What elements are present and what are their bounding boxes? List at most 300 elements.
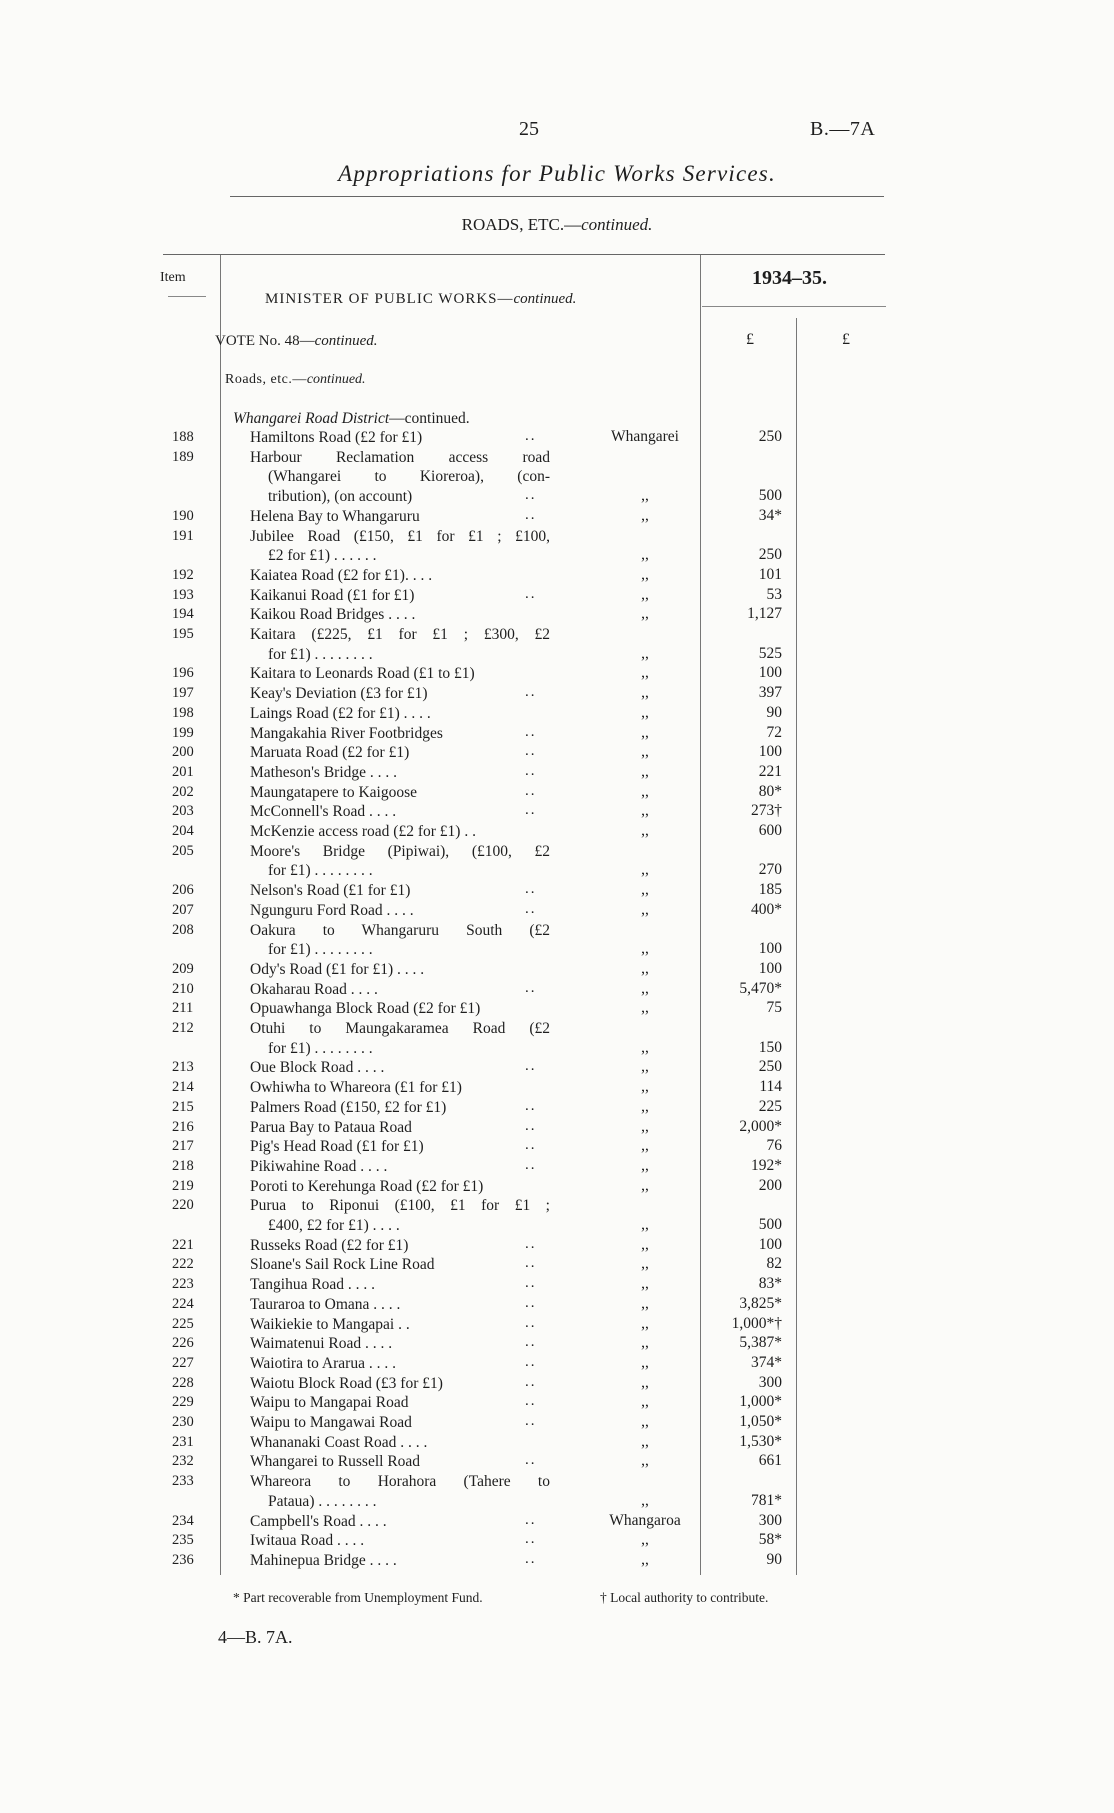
district-location: ,, (641, 1491, 649, 1509)
item-number: 236 (172, 1551, 194, 1568)
district-location: ,, (641, 1275, 649, 1293)
item-description (250, 625, 550, 664)
table-row (0, 527, 1114, 566)
item-description (250, 999, 550, 1019)
amount-value: 250 (758, 1058, 782, 1076)
district-location: ,, (641, 1452, 649, 1470)
table-row (0, 743, 1114, 763)
item-number: 189 (172, 448, 194, 465)
amount-value: 58* (758, 1531, 782, 1549)
year-column-header: 1934–35. (752, 267, 827, 289)
item-number: 215 (172, 1098, 194, 1115)
item-number: 194 (172, 606, 194, 623)
item-number: 212 (172, 1020, 194, 1036)
subtitle-main: ROADS, ETC.— (461, 215, 582, 234)
item-number: 188 (172, 429, 194, 445)
description-line: Kaiatea Road (£2 for £1). . . . (250, 566, 433, 584)
description-line: Sloane's Sail Rock Line Road (250, 1256, 435, 1274)
item-description (250, 921, 550, 960)
district-location: ,, (641, 565, 649, 583)
district-location: ,, (641, 1373, 649, 1391)
description-line: Oue Block Road . . . . (250, 1059, 385, 1077)
item-number: 199 (172, 724, 194, 741)
item-description (250, 1275, 550, 1295)
year-header-rule (702, 306, 886, 307)
item-number: 234 (172, 1512, 194, 1529)
amount-value: 300 (758, 1373, 782, 1391)
table-row (0, 802, 1114, 822)
item-description (250, 1058, 550, 1078)
item-description (250, 664, 550, 684)
item-number: 196 (172, 665, 194, 682)
item-number: 193 (172, 586, 194, 603)
item-number: 231 (172, 1433, 194, 1450)
currency-symbol: £ (842, 331, 850, 348)
item-number: 232 (172, 1453, 194, 1470)
description-line: (Whangarei to Kioreroa), (con- (268, 468, 550, 486)
item-number: 216 (172, 1118, 194, 1135)
district-location: ,, (641, 1334, 649, 1352)
amount-value: 600 (758, 822, 782, 839)
item-number: 197 (172, 685, 194, 702)
item-description (250, 448, 550, 507)
leader-dots: .. (525, 1511, 537, 1528)
leader-dots: .. (525, 1097, 537, 1114)
description-line: Oakura to Whangaruru South (£2 (250, 921, 550, 939)
item-description (250, 1433, 550, 1453)
district-location: Whangaroa (609, 1511, 681, 1529)
item-number: 229 (172, 1394, 194, 1411)
item-number: 225 (172, 1315, 194, 1332)
description-line: Campbell's Road . . . . (250, 1512, 387, 1530)
leader-dots: .. (525, 1353, 537, 1370)
district-location: ,, (641, 802, 649, 820)
item-description (250, 783, 550, 803)
district-location: ,, (641, 1235, 649, 1253)
amount-value: 101 (758, 565, 782, 583)
item-number: 208 (172, 921, 194, 938)
description-line: Purua to Riponui (£100, £1 for £1 ; (250, 1197, 550, 1215)
leader-dots: .. (525, 1255, 537, 1272)
amount-value: 273† (751, 802, 782, 820)
leader-dots: .. (525, 1373, 537, 1390)
item-description (250, 802, 550, 822)
item-number: 233 (172, 1473, 194, 1490)
district-location: ,, (641, 782, 649, 800)
leader-dots: .. (525, 1314, 537, 1331)
item-number: 209 (172, 960, 194, 977)
item-description (250, 1393, 550, 1413)
item-description (250, 605, 550, 625)
table-row (0, 1236, 1114, 1256)
table-row (0, 664, 1114, 684)
table-row (0, 1255, 1114, 1275)
description-line: Whangarei to Russell Road (250, 1453, 421, 1471)
footnote-dagger: † Local authority to contribute. (600, 1590, 769, 1605)
amount-value: 100 (758, 1235, 782, 1253)
district-location: ,, (641, 1097, 649, 1115)
district-location: ,, (641, 743, 649, 761)
amount-value: 100 (758, 664, 782, 682)
description-line: Kaikou Road Bridges . . . . (250, 606, 416, 624)
amount-value: 400* (751, 900, 782, 918)
item-description (250, 743, 550, 763)
table-row (0, 1551, 1114, 1571)
district-location: ,, (641, 1314, 649, 1332)
item-number: 220 (172, 1197, 194, 1214)
district-heading (233, 410, 470, 428)
amount-value: 1,000* (739, 1393, 782, 1411)
amount-value: 75 (766, 999, 782, 1017)
district-location: ,, (641, 1215, 649, 1233)
amount-value: 397 (758, 684, 782, 702)
item-description (250, 1196, 550, 1235)
leader-dots: .. (525, 1058, 537, 1075)
item-number: 226 (172, 1335, 194, 1352)
leader-dots: .. (525, 487, 537, 504)
amount-value: 1,530* (739, 1432, 782, 1450)
amount-value: 270 (758, 861, 782, 879)
description-line: Whananaki Coast Road . . . . (250, 1433, 428, 1451)
item-description (250, 566, 550, 586)
item-number: 222 (172, 1256, 194, 1273)
table-row (0, 1275, 1114, 1295)
amount-value: 500 (758, 1215, 782, 1233)
table-row (0, 921, 1114, 960)
item-description (250, 1551, 550, 1571)
minister-heading (265, 291, 576, 308)
table-row (0, 586, 1114, 606)
minister-continued: continued. (513, 291, 577, 307)
table-row (0, 1472, 1114, 1511)
description-line: Owhiwha to Whareora (£1 for £1) (250, 1079, 462, 1097)
district-location: ,, (641, 1393, 649, 1411)
item-number: 202 (172, 783, 194, 800)
district-location: ,, (641, 546, 649, 564)
item-description (250, 1019, 550, 1058)
district-location: ,, (641, 959, 649, 977)
leader-dots: .. (525, 743, 537, 760)
amount-value: 90 (766, 1550, 782, 1568)
table-row (0, 783, 1114, 803)
table-row (0, 980, 1114, 1000)
amount-value: 1,000*† (731, 1314, 782, 1332)
table-row (0, 1354, 1114, 1374)
item-description (250, 960, 550, 980)
leader-dots: .. (525, 1531, 537, 1548)
table-row (0, 901, 1114, 921)
description-line: Otuhi to Maungakaramea Road (£2 (250, 1020, 550, 1037)
item-description (250, 1512, 550, 1532)
amount-value: 300 (758, 1511, 782, 1529)
table-row (0, 1433, 1114, 1453)
description-line: Mangakahia River Footbridges (250, 724, 443, 742)
amount-value: 250 (758, 546, 782, 564)
description-line: Opuawhanga Block Road (£2 for £1) (250, 1000, 481, 1018)
table-row (0, 1157, 1114, 1177)
item-number: 223 (172, 1276, 194, 1293)
description-line: Jubilee Road (£150, £1 for £1 ; £100, (250, 527, 550, 545)
vote-main: VOTE No. 48— (215, 333, 315, 349)
table-row (0, 448, 1114, 507)
description-line: Waimatenui Road . . . . (250, 1335, 393, 1353)
district-location: ,, (641, 487, 649, 505)
amount-value: 34* (758, 506, 782, 524)
amount-value: 225 (758, 1097, 782, 1115)
leader-dots: .. (525, 506, 537, 523)
item-number: 192 (172, 566, 194, 583)
amount-value: 781* (751, 1491, 782, 1509)
district-location: ,, (641, 1156, 649, 1174)
minister-main: MINISTER OF PUBLIC WORKS— (265, 291, 514, 307)
item-description (250, 1531, 550, 1551)
amount-value: 200 (758, 1176, 782, 1194)
table-row (0, 1374, 1114, 1394)
table-row (0, 684, 1114, 704)
roads-heading (225, 372, 366, 388)
table-row (0, 1058, 1114, 1078)
leader-dots: .. (525, 881, 537, 898)
item-number: 218 (172, 1157, 194, 1174)
amount-value: 100 (758, 940, 782, 958)
description-line: for £1) . . . . . . . . (268, 645, 373, 663)
amount-value: 661 (758, 1452, 782, 1470)
description-line: £2 for £1) . . . . . . (268, 547, 377, 565)
item-description (250, 1255, 550, 1275)
leader-dots: .. (525, 1235, 537, 1252)
item-description (250, 1374, 550, 1394)
district-location: ,, (641, 1550, 649, 1568)
item-description (250, 704, 550, 724)
table-row (0, 842, 1114, 881)
district-location: ,, (641, 506, 649, 524)
leader-dots: .. (525, 1452, 537, 1469)
amount-value: 1,050* (739, 1413, 782, 1430)
amount-value: 90 (766, 703, 782, 721)
leader-dots: .. (525, 979, 537, 996)
description-line: Waiotu Block Road (£3 for £1) (250, 1374, 443, 1392)
district-location: ,, (641, 1137, 649, 1155)
leader-dots: .. (525, 1137, 537, 1154)
item-description (250, 1354, 550, 1374)
description-line: Maruata Road (£2 for £1) (250, 744, 410, 762)
description-line: Moore's Bridge (Pipiwai), (£100, £2 (250, 842, 550, 860)
section-subtitle (0, 215, 1114, 235)
item-number: 195 (172, 626, 194, 642)
district-location: ,, (641, 1058, 649, 1076)
table-row (0, 605, 1114, 625)
description-line: for £1) . . . . . . . . (268, 1039, 373, 1057)
description-line: Waiotira to Ararua . . . . (250, 1354, 396, 1372)
description-line: Ody's Road (£1 for £1) . . . . (250, 960, 425, 978)
amount-value: 100 (758, 743, 782, 761)
item-description (250, 1118, 550, 1138)
currency-symbol: £ (746, 331, 754, 348)
district-location: ,, (641, 1078, 649, 1096)
item-number: 191 (172, 527, 194, 544)
description-line: Russeks Road (£2 for £1) (250, 1236, 409, 1254)
table-row (0, 1295, 1114, 1315)
amount-value: 525 (758, 644, 782, 662)
item-number: 207 (172, 901, 194, 918)
item-number: 211 (172, 1000, 194, 1017)
description-line: McKenzie access road (£2 for £1) . . (250, 823, 476, 840)
district-location: ,, (641, 1432, 649, 1450)
item-number: 205 (172, 842, 194, 859)
description-line: for £1) . . . . . . . . (268, 862, 373, 880)
table-row (0, 1078, 1114, 1098)
roads-continued: continued. (306, 372, 366, 387)
item-number: 201 (172, 763, 194, 780)
subtitle-continued: continued. (581, 215, 653, 234)
district-location: ,, (641, 1413, 649, 1430)
table-row (0, 625, 1114, 664)
title-rule (230, 196, 884, 197)
item-description (250, 1157, 550, 1177)
leader-dots: .. (525, 1117, 537, 1134)
description-line: Tangihua Road . . . . (250, 1276, 376, 1294)
item-description (250, 527, 550, 566)
leader-dots: .. (525, 900, 537, 917)
item-description (250, 980, 550, 1000)
district-location: ,, (641, 881, 649, 899)
table-row (0, 1315, 1114, 1335)
table-row (0, 960, 1114, 980)
amount-value: 76 (766, 1137, 782, 1155)
leader-dots: .. (525, 1156, 537, 1173)
item-description (250, 1334, 550, 1354)
leader-dots: .. (525, 1334, 537, 1351)
district-location: ,, (641, 762, 649, 780)
leader-dots: .. (525, 684, 537, 701)
item-description (250, 586, 550, 606)
district-location: ,, (641, 664, 649, 682)
table-row (0, 428, 1114, 448)
district-location: ,, (641, 1255, 649, 1273)
footnote-star: * Part recoverable from Unemployment Fund. (233, 1590, 483, 1605)
description-line: Kaitara to Leonards Road (£1 to £1) (250, 665, 475, 683)
district-location: ,, (641, 585, 649, 603)
item-description (250, 1177, 550, 1197)
leader-dots: .. (525, 802, 537, 819)
amount-value: 185 (758, 881, 782, 899)
item-description (250, 1315, 550, 1335)
amount-value: 5,470* (739, 979, 782, 997)
item-description (250, 1413, 550, 1433)
district-main: Whangarei Road District (233, 410, 390, 427)
description-line: Palmers Road (£150, £2 for £1) (250, 1098, 447, 1116)
amount-value: 72 (766, 723, 782, 741)
item-number: 224 (172, 1295, 194, 1312)
table-row (0, 822, 1114, 842)
item-number: 198 (172, 704, 194, 721)
leader-dots: .. (525, 1294, 537, 1311)
leader-dots: .. (525, 782, 537, 799)
description-line: Kaitara (£225, £1 for £1 ; £300, £2 (250, 626, 550, 643)
table-row (0, 1393, 1114, 1413)
table-row (0, 507, 1114, 527)
table-row (0, 724, 1114, 744)
description-line: Whareora to Horahora (Tahere to (250, 1473, 550, 1491)
amount-value: 500 (758, 487, 782, 505)
table-row (0, 1177, 1114, 1197)
district-continued: —continued. (389, 410, 470, 427)
district-location: ,, (641, 1038, 649, 1056)
item-description (250, 1472, 550, 1511)
description-line: Pig's Head Road (£1 for £1) (250, 1138, 424, 1156)
amount-value: 221 (758, 762, 782, 780)
item-description (250, 901, 550, 921)
leader-dots: .. (525, 1550, 537, 1567)
vote-continued: continued. (314, 333, 378, 349)
description-line: Laings Road (£2 for £1) . . . . (250, 704, 431, 722)
leader-dots: .. (525, 723, 537, 740)
description-line: McConnell's Road . . . . (250, 803, 397, 821)
item-description (250, 507, 550, 527)
district-location: ,, (641, 822, 649, 839)
district-location: ,, (641, 1176, 649, 1194)
amount-value: 83* (758, 1275, 782, 1293)
item-description (250, 1098, 550, 1118)
table-row (0, 704, 1114, 724)
district-location: ,, (641, 1294, 649, 1312)
item-description (250, 1078, 550, 1098)
amount-value: 5,387* (739, 1334, 782, 1352)
district-location: ,, (641, 900, 649, 918)
district-location: ,, (641, 644, 649, 662)
item-description (250, 822, 550, 842)
description-line: Keay's Deviation (£3 for £1) (250, 685, 428, 703)
leader-dots: .. (525, 428, 537, 444)
district-location: ,, (641, 1531, 649, 1549)
amount-value: 114 (759, 1078, 782, 1096)
leader-dots: .. (525, 1393, 537, 1410)
roads-main: Roads, etc.— (225, 372, 307, 387)
item-number: 235 (172, 1532, 194, 1549)
item-header-rule (168, 296, 206, 297)
amount-value: 3,825* (739, 1294, 782, 1312)
description-line: Waikiekie to Mangapai . . (250, 1315, 410, 1333)
district-location: ,, (641, 1117, 649, 1135)
item-number: 206 (172, 882, 194, 899)
leader-dots: .. (525, 762, 537, 779)
table-row (0, 763, 1114, 783)
item-number: 213 (172, 1059, 194, 1076)
description-line: Harbour Reclamation access road (250, 448, 550, 466)
table-row (0, 1196, 1114, 1235)
district-location: ,, (641, 684, 649, 702)
item-number: 200 (172, 744, 194, 761)
district-location: ,, (641, 605, 649, 623)
amount-value: 100 (758, 959, 782, 977)
document-reference: B.—7A (810, 118, 876, 140)
table-row (0, 1118, 1114, 1138)
table-top-rule (163, 254, 885, 255)
vote-heading (215, 333, 377, 350)
signature-mark: 4—B. 7A. (218, 1627, 293, 1647)
district-location: ,, (641, 703, 649, 721)
description-line: Maungatapere to Kaigoose (250, 783, 417, 801)
table-row (0, 999, 1114, 1019)
item-description (250, 1137, 550, 1157)
description-line: Pikiwahine Road . . . . (250, 1157, 388, 1175)
item-description (250, 881, 550, 901)
table-row (0, 1512, 1114, 1532)
leader-dots: .. (525, 585, 537, 602)
item-number: 227 (172, 1354, 194, 1371)
table-row (0, 1334, 1114, 1354)
item-number: 190 (172, 507, 194, 524)
